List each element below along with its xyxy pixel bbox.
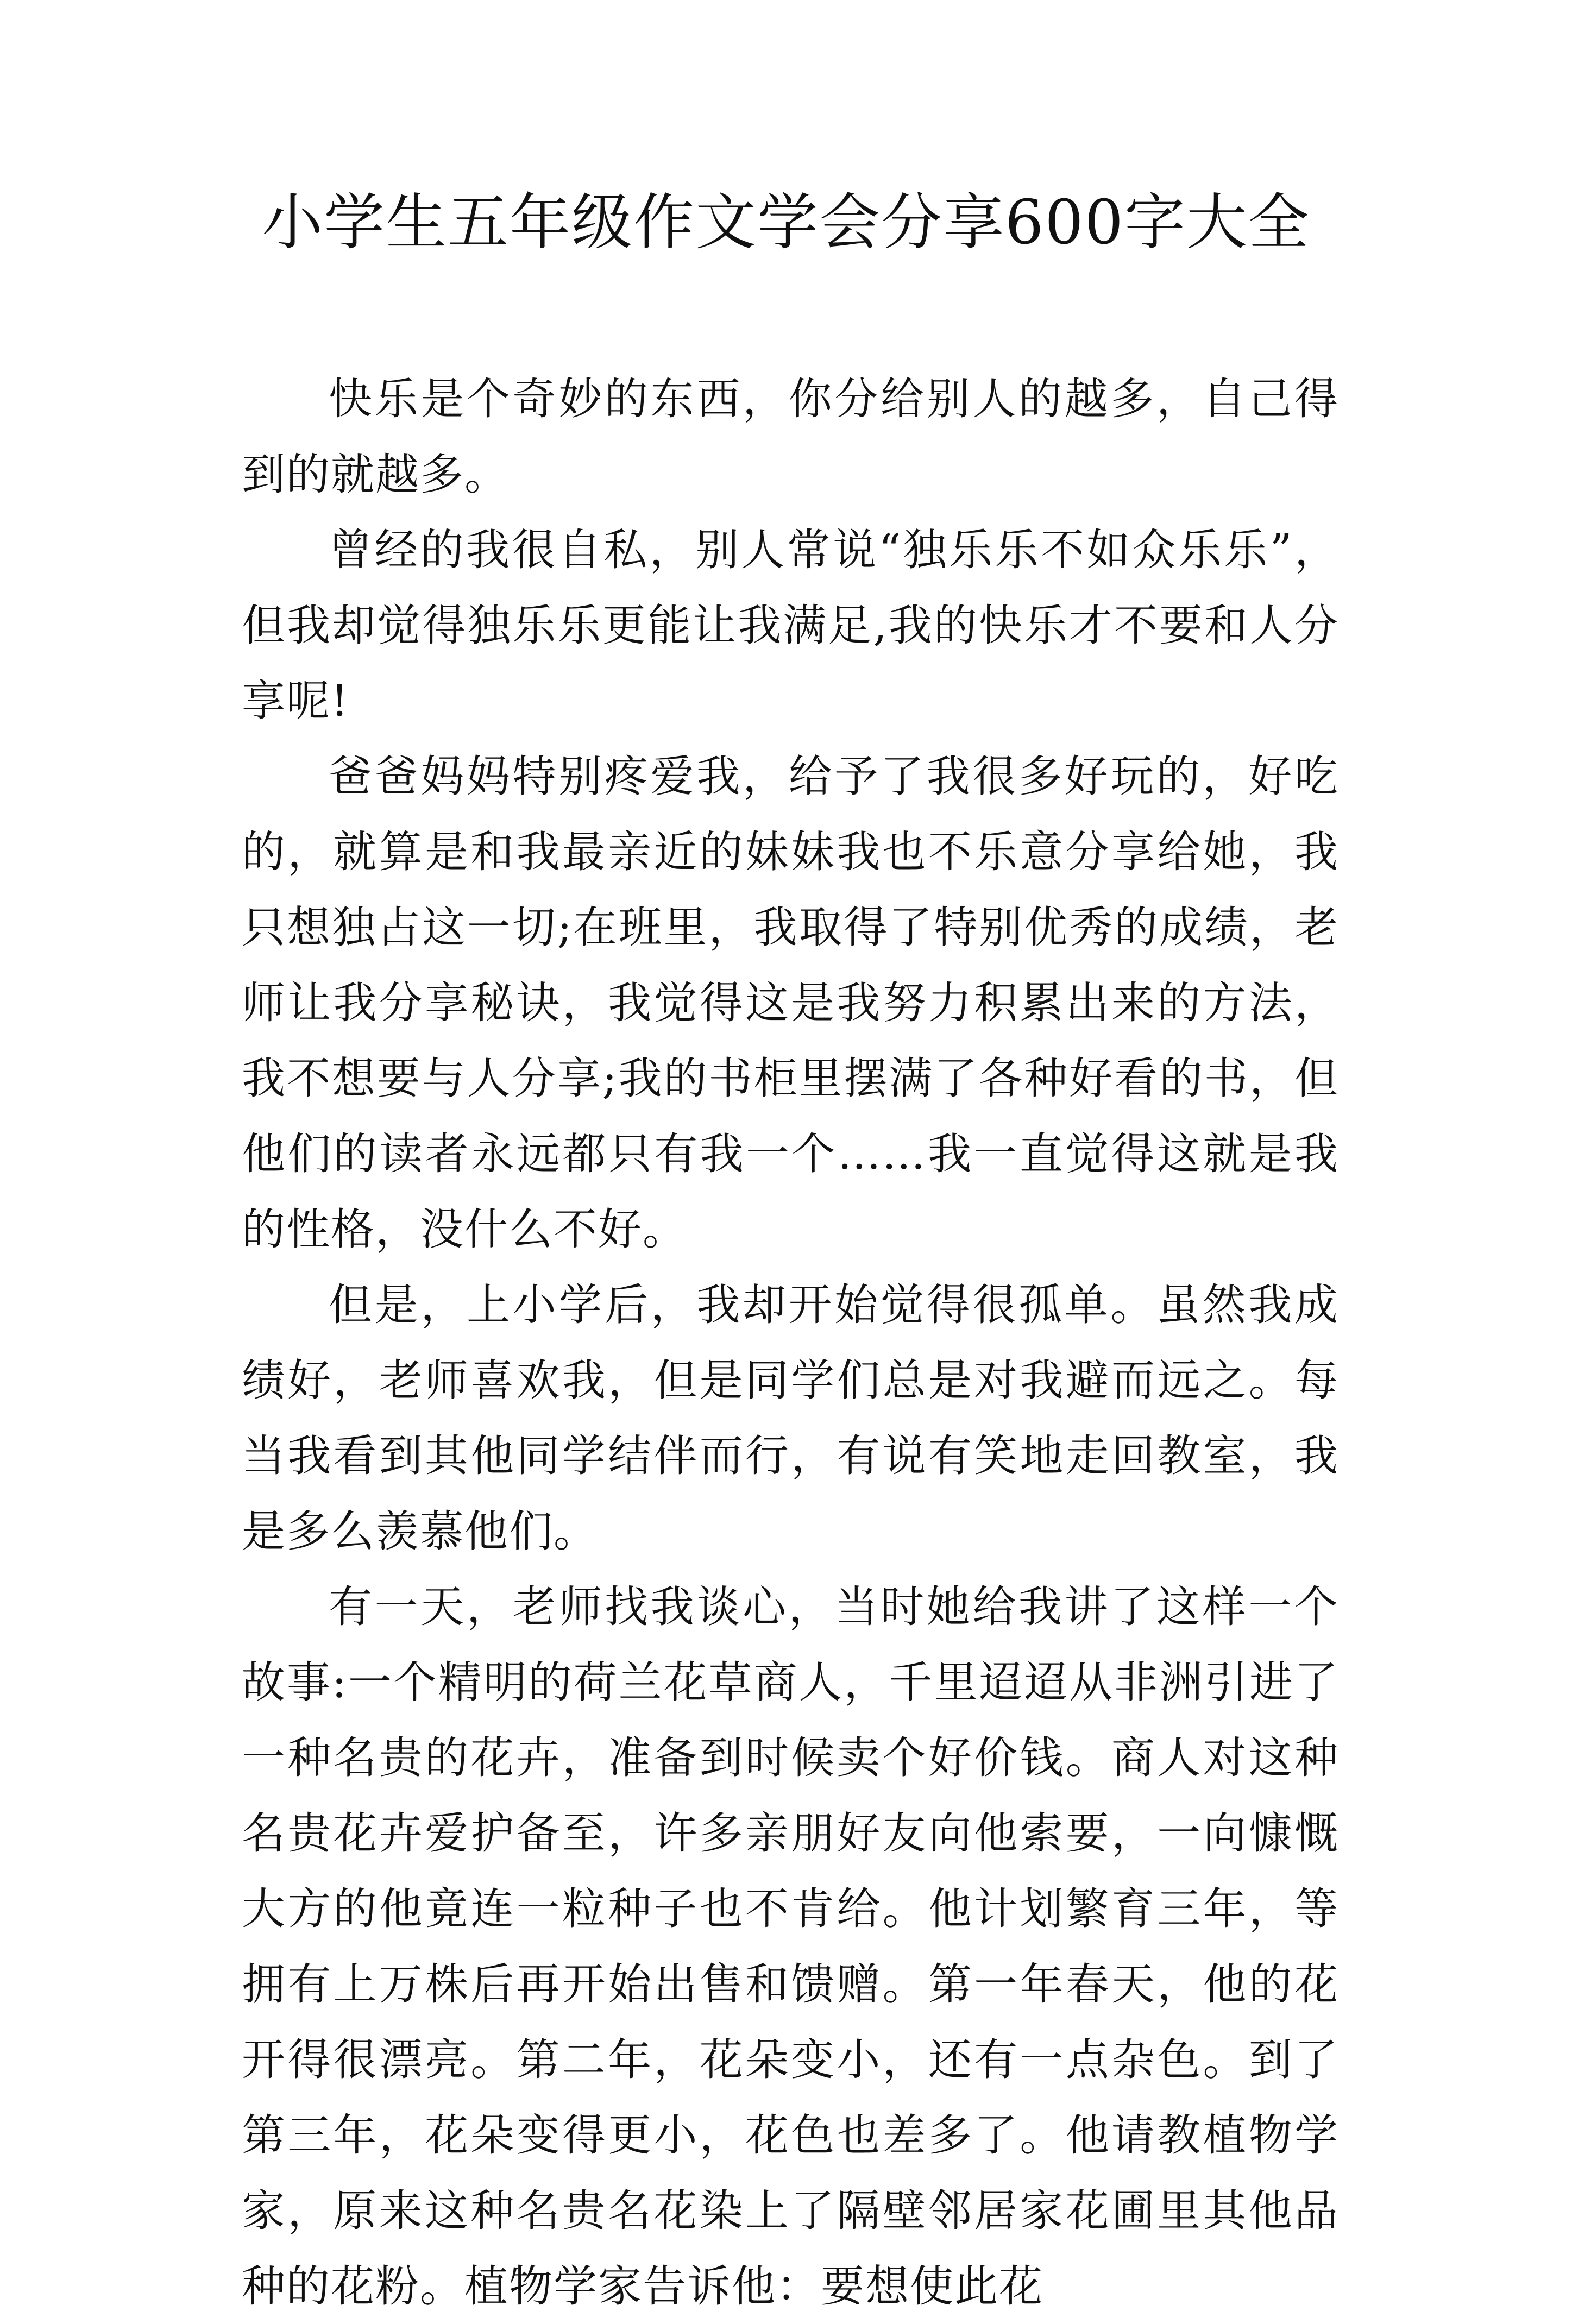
document-title: 小学生五年级作文学会分享600字大全: [262, 187, 1310, 258]
paragraph: 曾经的我很自私，别人常说“独乐乐不如众乐乐”，但我却觉得独乐乐更能让我满足,我的快乐才不要和人分享呢!: [242, 525, 1339, 726]
paragraph: 爸爸妈妈特别疼爱我，给予了我很多好玩的，好吃的，就算是和我最亲近的妹妹我也不乐意分享给她，我只想独占这一切;在班里，我取得了特别优秀的成绩，老师让我分享秘诀，我觉得这是我努力积累出来的方法，我不想要与人分享;我的书柜里摆满了各种好看的书，但他们的读者永远都只有我一个……我一直觉得这就是我的性格，没什么不好。: [242, 751, 1339, 1255]
document-body: [242, 361, 1339, 2324]
paragraph: 快乐是个奇妙的东西，你分给别人的越多，自己得到的就越多。: [242, 374, 1339, 500]
paragraph: 有一天，老师找我谈心，当时她给我讲了这样一个故事:一个精明的荷兰花草商人，千里迢迢从非洲引进了一种名贵的花卉，准备到时候卖个好价钱。商人对这种名贵花卉爱护备至，许多亲朋好友向他索要，一向慷慨大方的他竟连一粒种子也不肯给。他计划繁育三年，等拥有上万株后再开始出售和馈赠。第一年春天，他的花开得很漂亮。第二年，花朵变小，还有一点杂色。到了第三年，花朵变得更小，花色也差多了。他请教植物学家，原来这种名贵名花染上了隔壁邻居家花圃里其他品种的花粉。植物学家告诉他：要想使此花: [242, 1582, 1339, 2312]
paragraph: 但是，上小学后，我却开始觉得很孤单。虽然我成绩好，老师喜欢我，但是同学们总是对我避而远之。每当我看到其他同学结伴而行，有说有笑地走回教室，我是多么羡慕他们。: [242, 1280, 1339, 1557]
